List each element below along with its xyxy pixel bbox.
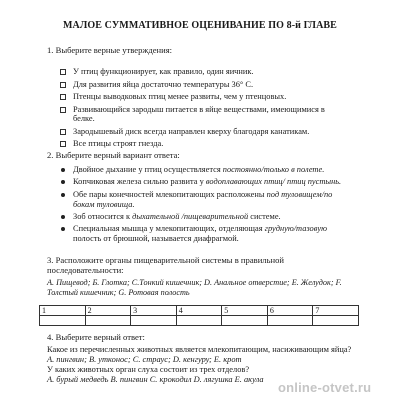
question-4-line: Какое из перечисленных животных является млекопитающим, насиживающим яйца? bbox=[47, 345, 352, 354]
question-3-organs: А. Пищевод; Б. Глотка; С.Тонкий кишечник; D. Анальное отверстие; Е. Желудок; F. Толстый кишечник; G. Ротовая полость bbox=[47, 278, 342, 297]
statement-item: Двойное дыхание у птиц осуществляется постоянно/только в полете. bbox=[60, 165, 342, 175]
choice-text[interactable]: водоплавающих птиц/ птиц пустынь. bbox=[205, 177, 342, 187]
choice-text[interactable]: постоянно/только в полете. bbox=[222, 165, 325, 174]
bullet-icon bbox=[61, 215, 65, 219]
checkbox-icon[interactable] bbox=[60, 82, 66, 88]
statement-item: Специальная мышца у млекопитающих, отделяющая грудную/тазовую полость от брюшной, называется диафрагмой. bbox=[60, 224, 342, 244]
watermark: online-otvet.ru bbox=[278, 380, 372, 395]
question-4-heading: 4. Выберите верный ответ: bbox=[47, 332, 145, 342]
answer-cell[interactable] bbox=[267, 316, 313, 326]
checkbox-icon[interactable] bbox=[60, 69, 66, 75]
bullet-icon bbox=[61, 193, 65, 197]
option-item[interactable]: Для развития яйца достаточно температуры 36° С. bbox=[60, 80, 340, 90]
question-3-heading: 3. Расположите органы пищеварительной системы в правильной последовательности: bbox=[47, 255, 285, 276]
grid-cell: 4 bbox=[176, 306, 222, 316]
answer-grid bbox=[39, 305, 359, 326]
bullet-icon bbox=[61, 227, 65, 231]
statement-item: Зоб относится к дыхательной /пищеварительной системе. bbox=[60, 212, 342, 222]
choice-text[interactable]: дыхательной /пищеварительной bbox=[132, 211, 249, 221]
option-item[interactable]: У птиц функционирует, как правило, один яичник. bbox=[60, 67, 340, 77]
question-1-options bbox=[60, 67, 340, 152]
bullet-icon bbox=[61, 168, 65, 172]
answer-cell[interactable] bbox=[222, 316, 268, 326]
answer-cell[interactable] bbox=[131, 316, 177, 326]
choice-text[interactable]: грудную/тазовую bbox=[264, 224, 327, 234]
option-item[interactable]: Все птицы строят гнезда. bbox=[60, 139, 340, 149]
choice-text[interactable]: под туловищем/по бокам туловища. bbox=[73, 189, 333, 209]
option-item[interactable]: Зародышевый диск всегда направлен кверху благодаря канатикам. bbox=[60, 127, 340, 137]
checkbox-icon[interactable] bbox=[60, 107, 66, 113]
checkbox-icon[interactable] bbox=[60, 129, 66, 135]
grid-cell: 1 bbox=[40, 306, 86, 316]
checkbox-icon[interactable] bbox=[60, 141, 66, 147]
question-2-statements bbox=[60, 165, 342, 246]
question-4-options[interactable]: А. пингвин; В. утконос; С. страус; D. кенгуру; Е. крот bbox=[47, 354, 242, 364]
option-item[interactable]: Птенцы выводковых птиц менее развиты, чем у птенцовых. bbox=[60, 92, 340, 102]
grid-cell: 3 bbox=[131, 306, 177, 316]
question-1-heading: 1. Выберите верные утверждения: bbox=[47, 45, 173, 55]
grid-cell: 6 bbox=[267, 306, 313, 316]
question-2-heading: 2. Выберите верный вариант ответа: bbox=[47, 150, 180, 160]
answer-cell[interactable] bbox=[176, 316, 222, 326]
checkbox-icon[interactable] bbox=[60, 94, 66, 100]
grid-cell: 2 bbox=[85, 306, 131, 316]
answer-cell[interactable] bbox=[40, 316, 86, 326]
question-4-body bbox=[47, 345, 352, 385]
bullet-icon bbox=[61, 180, 65, 184]
grid-answer-row bbox=[40, 316, 359, 326]
grid-number-row bbox=[40, 306, 359, 316]
answer-cell[interactable] bbox=[313, 316, 359, 326]
question-4-options[interactable]: А. бурый медведь В. пингвин С. крокодил D. лягушка Е. акула bbox=[47, 374, 264, 384]
question-4-line: У каких животных орган слуха состоит из трех отделов? bbox=[47, 364, 250, 374]
option-item[interactable]: Развивающийся зародыш питается в яйце веществами, имеющимися в белке. bbox=[60, 105, 340, 125]
grid-cell: 7 bbox=[313, 306, 359, 316]
statement-item: Обе пары конечностей млекопитающих расположены под туловищем/по бокам туловища. bbox=[60, 190, 342, 210]
page-title: МАЛОЕ СУММАТИВНОЕ ОЦЕНИВАНИЕ ПО 8-й ГЛАВЕ bbox=[63, 20, 337, 31]
grid-cell: 5 bbox=[222, 306, 268, 316]
answer-cell[interactable] bbox=[85, 316, 131, 326]
statement-item: Копчиковая железа сильно развита у водоплавающих птиц/ птиц пустынь. bbox=[60, 177, 342, 187]
